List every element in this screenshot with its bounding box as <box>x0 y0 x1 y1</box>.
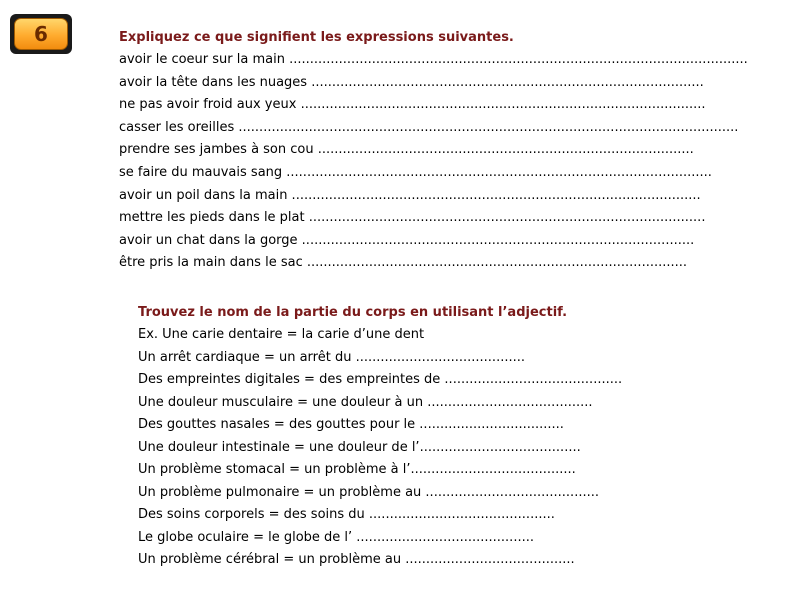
exercise-line: Un problème stomacal = un problème à l’........................................ <box>138 462 576 477</box>
expression-line: mettre les pieds dans le plat ................................................................................................ <box>119 210 706 226</box>
expression-line: avoir la tête dans les nuages ............................................................................................... <box>119 74 704 90</box>
body-parts-section <box>138 302 622 572</box>
exercise-number-badge <box>10 14 72 54</box>
exercise-line: Des soins corporels = des soins du ............................................. <box>138 507 555 522</box>
expressions-section <box>119 27 748 275</box>
expressions-title: Expliquez ce que signifient les expressions suivantes. <box>119 30 514 45</box>
exercise-line: Une douleur intestinale = une douleur de l’....................................... <box>138 439 581 455</box>
example-line: Ex. Une carie dentaire = la carie d’une dent <box>138 327 425 342</box>
exercise-line: Un problème pulmonaire = un problème au .......................................... <box>138 484 599 500</box>
exercise-line: Un arrêt cardiaque = un arrêt du ......................................... <box>138 349 525 365</box>
expression-line: avoir un chat dans la gorge ............................................................................................... <box>119 232 695 248</box>
exercise-line: Un problème cérébral = un problème au ......................................... <box>138 552 575 567</box>
expression-line: prendre ses jambes à son cou ........................................................................................... <box>119 142 694 158</box>
expression-line: être pris la main dans le sac ............................................................................................ <box>119 255 688 271</box>
expression-line: se faire du mauvais sang ....................................................................................................... <box>119 164 712 180</box>
exercise-line: Une douleur musculaire = une douleur à un ........................................ <box>138 394 593 410</box>
body-parts-title: Trouvez le nom de la partie du corps en utilisant l’adjectif. <box>138 305 568 320</box>
exercise-number: 6 <box>14 18 68 50</box>
exercise-line: Des empreintes digitales = des empreintes de ........................................... <box>138 372 623 387</box>
exercise-line: Le globe oculaire = le globe de l’ ........................................... <box>138 529 534 545</box>
expression-line: avoir le coeur sur la main ............................................................................................................... <box>119 52 748 67</box>
expression-line: avoir un poil dans la main ................................................................................................... <box>119 187 701 203</box>
expression-line: casser les oreilles ......................................................................................................................... <box>119 119 739 135</box>
exercise-line: Des gouttes nasales = des gouttes pour le ................................... <box>138 417 564 432</box>
expression-line: ne pas avoir froid aux yeux .................................................................................................. <box>119 97 706 113</box>
